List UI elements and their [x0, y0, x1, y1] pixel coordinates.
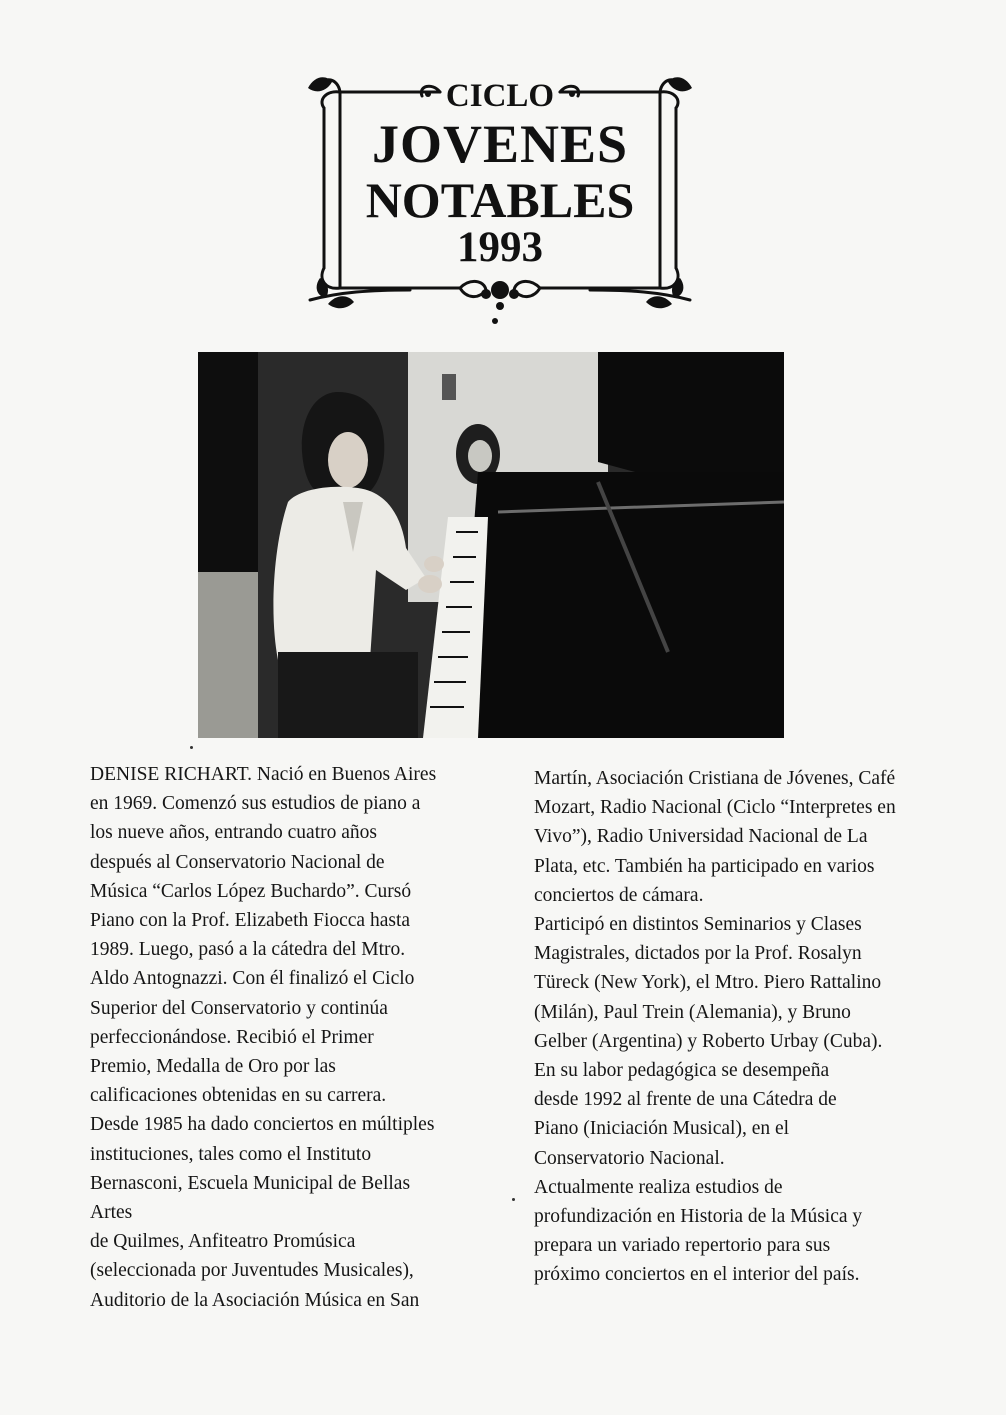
pianist-photo	[198, 352, 784, 738]
text-line: Participó en distintos Seminarios y Clases	[534, 914, 862, 936]
text-line: Plata, etc. También ha participado en varios	[534, 855, 875, 877]
text-line: Música “Carlos López Buchardo”. Cursó	[90, 880, 412, 902]
text-line: En su labor pedagógica se desempeña	[534, 1060, 830, 1082]
speck-mark	[190, 746, 193, 749]
text-line: instituciones, tales como el Instituto	[90, 1143, 372, 1165]
text-line: Bernasconi, Escuela Municipal de Bellas Artes	[90, 1172, 411, 1224]
text-line: profundización en Historia de la Música y	[534, 1206, 863, 1228]
text-line: 1989. Luego, pasó a la cátedra del Mtro.	[90, 939, 406, 961]
biography-column-right	[534, 764, 904, 1290]
speck-mark-2	[512, 1198, 515, 1201]
text-line: Türeck (New York), el Mtro. Piero Rattalino	[534, 972, 882, 994]
text-line: perfeccionándose. Recibió el Primer	[90, 1026, 374, 1048]
text-line: próximo conciertos en el interior del país.	[534, 1264, 860, 1286]
biography-column-left	[90, 760, 450, 1315]
text-line: en 1969. Comenzó sus estudios de piano a	[90, 793, 421, 815]
text-line: Vivo”), Radio Universidad Nacional de La	[534, 826, 868, 848]
text-line: Actualmente realiza estudios de	[534, 1176, 783, 1198]
text-line: los nueve años, entrando cuatro años	[90, 822, 377, 844]
text-line: después al Conservatorio Nacional de	[90, 851, 385, 873]
title-notables: NOTABLES	[365, 172, 635, 228]
text-line: (Milán), Paul Trein (Alemania), y Bruno	[534, 1001, 851, 1023]
title-jovenes: JOVENES	[371, 114, 629, 174]
text-line: Conservatorio Nacional.	[534, 1147, 725, 1169]
text-line: Piano con la Prof. Elizabeth Fiocca hasta	[90, 910, 411, 932]
cycle-label: CICLO	[445, 78, 555, 114]
text-line: Piano (Iniciación Musical), en el	[534, 1118, 790, 1140]
text-line: desde 1992 al frente de una Cátedra de	[534, 1089, 837, 1111]
text-line: conciertos de cámara.	[534, 884, 704, 906]
text-line: Gelber (Argentina) y Roberto Urbay (Cuba).	[534, 1030, 883, 1052]
text-line: de Quilmes, Anfiteatro Promúsica	[90, 1231, 356, 1253]
text-line: Premio, Medalla de Oro por las	[90, 1056, 336, 1078]
text-line: Auditorio de la Asociación Música en San	[90, 1289, 420, 1311]
text-line: DENISE RICHART. Nació en Buenos Aires	[90, 764, 437, 785]
text-line: Superior del Conservatorio y continúa	[90, 997, 388, 1019]
text-line: Mozart, Radio Nacional (Ciclo “Interpretes en	[534, 797, 896, 819]
text-line: calificaciones obtenidas en su carrera.	[90, 1085, 387, 1107]
cycle-year: 1993	[457, 224, 543, 271]
text-line: Aldo Antognazzi. Con él finalizó el Ciclo	[90, 968, 415, 990]
cycle-title-block	[300, 68, 700, 330]
text-line: Magistrales, dictados por la Prof. Rosalyn	[534, 943, 862, 965]
text-line: prepara un variado repertorio para sus	[534, 1235, 831, 1257]
text-line: Desde 1985 ha dado conciertos en múltiples	[90, 1114, 435, 1136]
text-line: (seleccionada por Juventudes Musicales),	[90, 1260, 414, 1282]
text-line: Martín, Asociación Cristiana de Jóvenes, Café	[534, 768, 896, 789]
